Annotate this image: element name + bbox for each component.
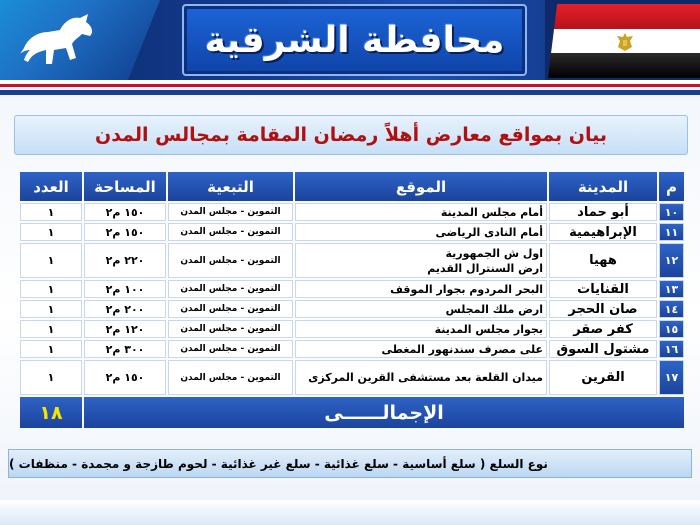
city-cell: ههيا bbox=[549, 243, 657, 278]
header-city: المدينة bbox=[549, 172, 657, 201]
area-cell: ٢٢٠ م٢ bbox=[84, 243, 166, 278]
exhibitions-table bbox=[18, 170, 682, 430]
area-cell: ١٥٠ م٢ bbox=[84, 203, 166, 221]
header-count: العدد bbox=[20, 172, 82, 201]
header-blue-rule bbox=[0, 90, 700, 95]
table-subtitle: بيان بمواقع معارض أهلاً رمضان المقامة بمجالس المدن bbox=[14, 115, 688, 155]
flag-red-stripe bbox=[548, 4, 700, 29]
table-row bbox=[20, 320, 684, 338]
horse-icon bbox=[18, 8, 98, 72]
row-number: ١٤ bbox=[659, 300, 684, 318]
city-cell: مشتول السوق bbox=[549, 340, 657, 358]
row-number: ١٣ bbox=[659, 280, 684, 298]
goods-types-footer: نوع السلع ( سلع أساسية - سلع غذائية - سلع غير غذائية - لحوم طازجة و مجمدة - منظفات ) bbox=[8, 449, 692, 478]
area-cell: ٢٠٠ م٢ bbox=[84, 300, 166, 318]
count-cell: ١ bbox=[20, 340, 82, 358]
city-cell: صان الحجر bbox=[549, 300, 657, 318]
location-cell: اول ش الجمهورية ارض السنترال القديم bbox=[295, 243, 547, 278]
city-cell: كفر صقر bbox=[549, 320, 657, 338]
count-cell: ١ bbox=[20, 203, 82, 221]
area-cell: ١٠٠ م٢ bbox=[84, 280, 166, 298]
location-cell: أمام النادى الرياضى bbox=[295, 223, 547, 241]
affiliation-cell: التموين - مجلس المدن bbox=[168, 300, 293, 318]
affiliation-cell: التموين - مجلس المدن bbox=[168, 340, 293, 358]
row-number: ١٠ bbox=[659, 203, 684, 221]
row-number: ١٢ bbox=[659, 243, 684, 278]
location-cell: ارض ملك المجلس bbox=[295, 300, 547, 318]
affiliation-cell: التموين - مجلس المدن bbox=[168, 203, 293, 221]
table-row bbox=[20, 360, 684, 395]
bottom-bar bbox=[0, 500, 700, 525]
table-row bbox=[20, 203, 684, 221]
egypt-flag-icon bbox=[548, 4, 700, 78]
affiliation-cell: التموين - مجلس المدن bbox=[168, 360, 293, 395]
area-cell: ٣٠٠ م٢ bbox=[84, 340, 166, 358]
affiliation-cell: التموين - مجلس المدن bbox=[168, 320, 293, 338]
table-row bbox=[20, 300, 684, 318]
table-row bbox=[20, 223, 684, 241]
location-cell: أمام مجلس المدينة bbox=[295, 203, 547, 221]
row-number: ١٧ bbox=[659, 360, 684, 395]
count-cell: ١ bbox=[20, 300, 82, 318]
total-row bbox=[20, 397, 684, 428]
area-cell: ١٢٠ م٢ bbox=[84, 320, 166, 338]
row-number: ١٥ bbox=[659, 320, 684, 338]
table-row bbox=[20, 340, 684, 358]
table-row bbox=[20, 280, 684, 298]
header-area: المساحة bbox=[84, 172, 166, 201]
header bbox=[0, 0, 700, 88]
affiliation-cell: التموين - مجلس المدن bbox=[168, 243, 293, 278]
header-location: الموقع bbox=[295, 172, 547, 201]
city-cell: أبو حماد bbox=[549, 203, 657, 221]
row-number: ١٦ bbox=[659, 340, 684, 358]
location-cell: بجوار مجلس المدينة bbox=[295, 320, 547, 338]
area-cell: ١٥٠ م٢ bbox=[84, 360, 166, 395]
city-cell: القنايات bbox=[549, 280, 657, 298]
header-affiliation: التبعية bbox=[168, 172, 293, 201]
total-value: ١٨ bbox=[20, 397, 82, 428]
total-label: الإجمالــــــى bbox=[84, 397, 684, 428]
affiliation-cell: التموين - مجلس المدن bbox=[168, 223, 293, 241]
affiliation-cell: التموين - مجلس المدن bbox=[168, 280, 293, 298]
count-cell: ١ bbox=[20, 320, 82, 338]
city-cell: الإبراهيمية bbox=[549, 223, 657, 241]
location-cell: ميدان القلعة بعد مستشفى القرين المركزى bbox=[295, 360, 547, 395]
count-cell: ١ bbox=[20, 360, 82, 395]
table-row bbox=[20, 243, 684, 278]
page-title: محافظة الشرقية bbox=[204, 19, 505, 61]
title-box bbox=[182, 4, 527, 76]
row-number: ١١ bbox=[659, 223, 684, 241]
header-m: م bbox=[659, 172, 684, 201]
table-header-row bbox=[20, 172, 684, 201]
header-red-rule bbox=[0, 84, 700, 87]
area-cell: ١٥٠ م٢ bbox=[84, 223, 166, 241]
count-cell: ١ bbox=[20, 243, 82, 278]
location-cell: البحر المردوم بجوار الموقف bbox=[295, 280, 547, 298]
eagle-icon bbox=[614, 32, 636, 52]
count-cell: ١ bbox=[20, 280, 82, 298]
count-cell: ١ bbox=[20, 223, 82, 241]
city-cell: القرين bbox=[549, 360, 657, 395]
location-cell: على مصرف سندنهور المغطى bbox=[295, 340, 547, 358]
flag-black-stripe bbox=[548, 53, 700, 78]
